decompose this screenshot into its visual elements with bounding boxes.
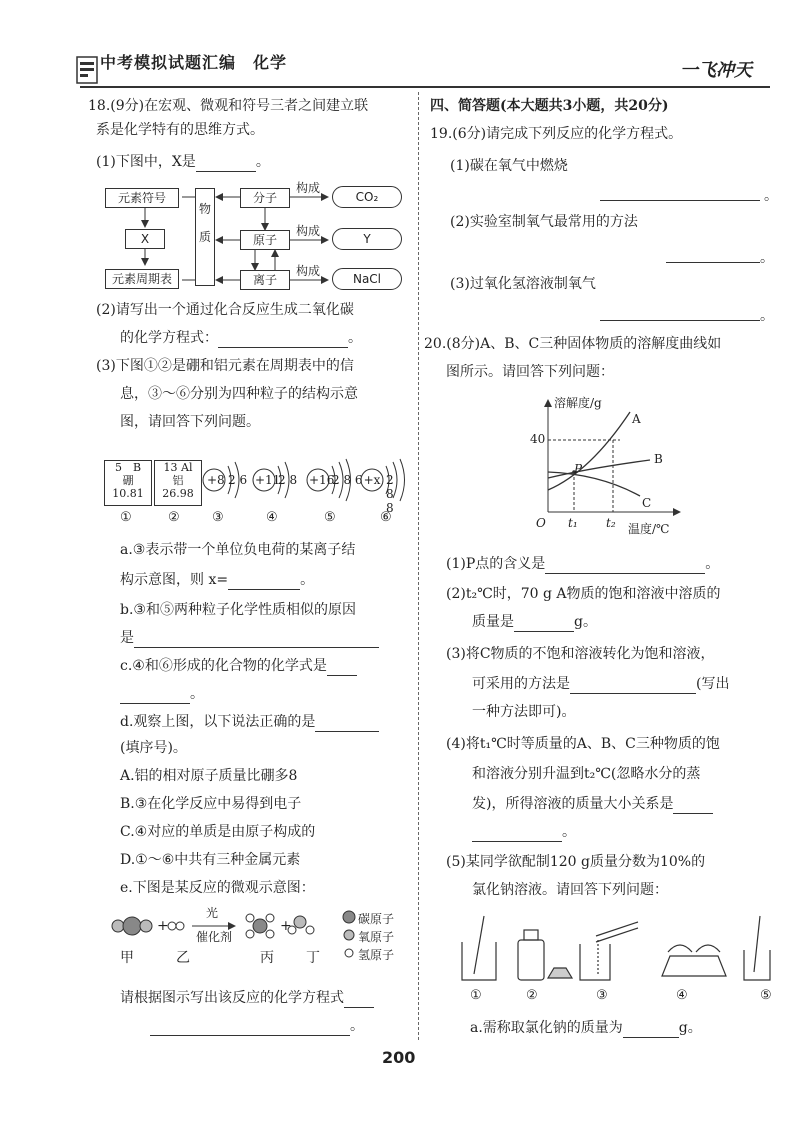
reaction-name-bing: 丙 <box>260 950 274 966</box>
apparatus-label-1: ① <box>470 988 482 1003</box>
atom5-nucleus: +16 <box>309 473 335 487</box>
q20-s1: (1)P点的含义是 。 <box>446 556 720 572</box>
box-molecule: 分子 <box>240 188 290 208</box>
header-logo-icon <box>76 56 98 84</box>
q20-s2a: (2)t₂℃时，70 g A物质的饱和溶液中溶质的 <box>446 586 721 602</box>
q18-option-c: C.④对应的单质是由原子构成的 <box>120 824 316 840</box>
q20-s3a: (3)将C物质的不饱和溶液转化为饱和溶液， <box>446 646 715 662</box>
element-card-aluminum: 13 Al 铝 26.98 <box>154 460 202 506</box>
chart-series-c: C <box>642 496 652 510</box>
apparatus-label-4: ④ <box>676 988 688 1003</box>
section-4-title: 四、简答题(本大题共3小题，共20分) <box>430 98 669 114</box>
q18-qd2: (填序号)。 <box>120 740 187 756</box>
q20-s2-blank[interactable] <box>514 617 574 632</box>
beaker3-icon <box>744 950 770 980</box>
q18-p1-blank[interactable] <box>196 157 256 172</box>
header-rule <box>80 86 770 88</box>
box-periodic-table: 元素周期表 <box>105 269 179 289</box>
chart-series-b: B <box>654 452 663 466</box>
q18-qc1: c.④和⑥形成的化合物的化学式是 <box>120 656 357 676</box>
q19-item2: (2)实验室制氧气最常用的方法 <box>450 214 638 230</box>
q20-s3-blank[interactable] <box>570 679 696 694</box>
q20-s1-blank[interactable] <box>545 559 705 574</box>
curve-c <box>548 472 640 496</box>
chart-xtick-t1: t₁ <box>568 516 578 530</box>
q18-option-d: D.①～⑥中共有三种金属元素 <box>120 852 301 868</box>
header-brand: 一飞冲天 <box>680 60 752 81</box>
q19-item1: (1)碳在氧气中燃烧 <box>450 158 568 174</box>
q20-s5a: (5)某同学欲配制120 g质量分数为10%的 <box>446 854 706 870</box>
atom4-shells: 2 8 <box>278 473 298 487</box>
q20-s4a: (4)将t₁℃时等质量的A、B、C三种物质的饱 <box>446 736 720 752</box>
q19-dot2: 。 <box>760 250 774 266</box>
column-divider <box>418 92 419 1040</box>
q18-qb2: 是 <box>120 628 379 648</box>
apparatus-label-5: ⑤ <box>760 988 772 1003</box>
chart-series-a: A <box>632 412 641 426</box>
q19-blank-1[interactable] <box>600 200 760 201</box>
q20-s4d: 。 <box>472 822 576 842</box>
q20-sa-blank[interactable] <box>623 1023 679 1038</box>
box-x: X <box>125 229 165 249</box>
q20-sa: a.需称取氯化钠的质量为 g。 <box>470 1020 702 1036</box>
box-element-symbol: 元素符号 <box>105 188 179 208</box>
q19-dot3: 。 <box>760 308 774 324</box>
q18-qa1: a.③表示带一个单位负电荷的某离子结 <box>120 542 356 558</box>
q18-p3c: 图，请回答下列问题。 <box>120 414 260 430</box>
q18-p2a: (2)请写出一个通过化合反应生成二氧化碳 <box>96 302 354 318</box>
reaction-condition-light: 光 <box>206 906 219 920</box>
atom6-nucleus: +x <box>363 473 381 487</box>
box-atom: 原子 <box>240 230 290 250</box>
q18-p3b: 息，③～⑥分别为四种粒子的结构示意 <box>120 386 358 402</box>
q18-qa-blank[interactable] <box>228 575 300 590</box>
apparatus-illustration <box>456 912 776 986</box>
reaction-name-ding: 丁 <box>306 950 320 966</box>
q18-qa2: 构示意图，则 x= 。 <box>120 572 315 588</box>
q18-qb1: b.③和⑤两种粒子化学性质相似的原因 <box>120 602 356 618</box>
result-nacl: NaCl <box>332 268 402 290</box>
box-ion: 离子 <box>240 270 290 290</box>
svg-text:+: + <box>157 918 169 934</box>
curve-b <box>548 460 650 478</box>
atom4-nucleus: +11 <box>255 473 281 487</box>
result-co2: CO₂ <box>332 186 402 208</box>
q18-qc-blank-a[interactable] <box>327 661 357 676</box>
q20-head: 20.(8分)A、B、C三种固体物质的溶解度曲线如 <box>424 336 722 352</box>
verb-3: 构成 <box>296 264 321 278</box>
legend-oxygen: 氧原子 <box>358 930 395 944</box>
q20-s5b: 氯化钠溶液。请回答下列问题： <box>472 882 668 898</box>
q18-qe: e.下图是某反应的微观示意图： <box>120 880 315 896</box>
balance-icon <box>662 956 726 976</box>
result-y: Y <box>332 228 402 250</box>
q18-p3a: (3)下图①②是硼和铝元素在周期表中的信 <box>96 358 354 374</box>
q18-final-blank-a[interactable] <box>344 993 374 1008</box>
q19-head: 19.(6分)请完成下列反应的化学方程式。 <box>430 126 683 142</box>
atom5-shells: 2 8 6 <box>332 473 363 487</box>
chart-xtick-t2: t₂ <box>606 516 616 530</box>
q20-head2: 图所示。请回答下列问题： <box>446 364 614 380</box>
q19-blank-3[interactable] <box>600 320 760 321</box>
fig-label-3: ③ <box>212 510 224 525</box>
q18-p2b: 的化学方程式： 。 <box>120 330 362 346</box>
header-title: 中考模拟试题汇编 化学 <box>100 53 288 72</box>
atom6-shells: 2 8 8 <box>386 473 394 515</box>
chart-ytick-40: 40 <box>530 432 546 446</box>
q20-s4-blank-a[interactable] <box>673 799 713 814</box>
solubility-chart <box>530 392 690 542</box>
q20-s4b: 和溶液分别升温到t₂℃(忽略水分的蒸 <box>472 766 701 782</box>
q18-p2-blank[interactable] <box>218 333 348 348</box>
legend-atom-icons <box>342 910 356 962</box>
chart-point-label: P <box>574 462 583 476</box>
q20-s4-blank-b[interactable] <box>472 827 562 842</box>
q18-final-blank-b[interactable] <box>150 1021 350 1036</box>
fig-label-6: ⑥ <box>380 510 392 525</box>
beaker2-icon <box>580 944 610 980</box>
q19-dot1: 。 <box>764 188 778 204</box>
fig-label-4: ④ <box>266 510 278 525</box>
reaction-name-yi: 乙 <box>176 950 190 966</box>
page-number: 200 <box>382 1048 416 1067</box>
q20-s3b: 可采用的方法是 (写出 <box>472 676 730 692</box>
structure-figures <box>104 460 404 515</box>
verb-1: 构成 <box>296 181 321 195</box>
legend-carbon: 碳原子 <box>358 912 395 926</box>
fig-label-2: ② <box>168 510 180 525</box>
q18-option-b: B.③在化学反应中易得到电子 <box>120 796 302 812</box>
atom3-shells: 2 6 <box>228 473 248 487</box>
chart-xlabel: 温度/℃ <box>628 522 670 536</box>
q18-qd1: d.观察上图，以下说法正确的是 <box>120 712 379 732</box>
atom3-nucleus: +8 <box>207 473 225 487</box>
fig-label-1: ① <box>120 510 132 525</box>
q18-final: 请根据图示写出该反应的化学方程式 <box>120 988 374 1008</box>
q18-qc-blank-b[interactable] <box>120 689 190 704</box>
q20-s3c: 一种方法即可)。 <box>472 704 576 720</box>
q18-qb-blank[interactable] <box>134 633 379 648</box>
q20-s4c: 发)，所得溶液的质量大小关系是 <box>472 794 713 814</box>
chart-ylabel: 溶解度/g <box>554 396 602 410</box>
fig-label-5: ⑤ <box>324 510 336 525</box>
legend-hydrogen: 氢原子 <box>358 948 395 962</box>
bottle-icon <box>518 940 544 980</box>
verb-2: 构成 <box>296 224 321 238</box>
q19-item3: (3)过氧化氢溶液制氧气 <box>450 276 596 292</box>
q18-final2: 。 <box>150 1016 364 1036</box>
chart-origin: O <box>536 516 546 530</box>
concept-diagram <box>100 181 410 290</box>
q18-qd-blank[interactable] <box>315 717 379 732</box>
apparatus-label-3: ③ <box>596 988 608 1003</box>
apparatus-label-2: ② <box>526 988 538 1003</box>
q19-blank-2[interactable] <box>666 262 760 263</box>
reaction-condition-catalyst: 催化剂 <box>196 930 233 944</box>
q18-option-a: A.铝的相对原子质量比硼多8 <box>120 768 298 784</box>
q18-qc2: 。 <box>120 684 204 704</box>
box-substance: 物质 <box>195 188 215 286</box>
svg-text:+: + <box>280 918 292 934</box>
q18-p1: (1)下图中，X是 。 <box>96 154 270 170</box>
q18-head2: 系是化学特有的思维方式。 <box>96 122 264 138</box>
q18-head: 18.(9分)在宏观、微观和符号三者之间建立联 <box>88 98 369 114</box>
curve-a <box>548 412 630 490</box>
reaction-name-jia: 甲 <box>120 950 134 966</box>
element-card-boron: 5 B 硼 10.81 <box>104 460 152 506</box>
q20-s2b: 质量是 g。 <box>472 614 597 630</box>
